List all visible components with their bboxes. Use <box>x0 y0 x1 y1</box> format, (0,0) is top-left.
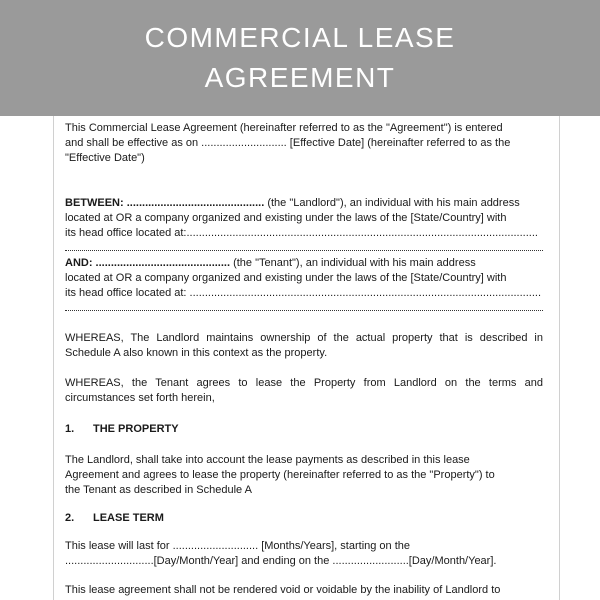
between-line-3: its head office located at:................................................................................................................... <box>65 227 538 239</box>
section-1-line-3: the Tenant as described in Schedule A <box>65 484 252 496</box>
and-dotted-line <box>65 310 543 311</box>
whereas-1-line-2: Schedule A also known in this context as the property. <box>65 347 328 359</box>
section-2-line-1: This lease will last for ............................ [Months/Years], starting on the <box>65 540 411 552</box>
whereas-2-line-1: WHEREAS, the Tenant agrees to lease the Property from Landlord on the terms and <box>65 377 543 389</box>
banner-title-line-1: COMMERCIAL LEASE <box>144 22 456 53</box>
and-label: AND: <box>65 257 93 269</box>
whereas-1-line-1: WHEREAS, The Landlord maintains ownership of the actual property that is described in <box>65 332 543 344</box>
section-2-title: LEASE TERM <box>93 512 164 524</box>
section-1-title: THE PROPERTY <box>93 423 179 435</box>
between-dots: ............................................. <box>123 197 265 209</box>
title-banner <box>0 0 600 116</box>
and-line-2: located at OR a company organized and existing under the laws of the [State/Country] with <box>65 272 507 284</box>
document-page <box>53 116 560 600</box>
section-1-line-1: The Landlord, shall take into account the lease payments as described in this lease <box>65 454 470 466</box>
intro-line-2: and shall be effective as on ............................ [Effective Date] (hereinafter referred to as the <box>65 137 511 149</box>
banner-title-line-2: AGREEMENT <box>204 62 396 93</box>
lease-void-clause-line: This lease agreement shall not be rendered void or voidable by the inability of Landlord to <box>65 584 501 596</box>
and-line-3: its head office located at: ................................................................................................................... <box>65 287 542 299</box>
section-2-line-2: .............................[Day/Month/Year] and ending on the .........................[Day/Month/Year]. <box>65 555 497 567</box>
intro-line-3: "Effective Date") <box>65 152 145 164</box>
between-line-2: located at OR a company organized and existing under the laws of the [State/Country] with <box>65 212 507 224</box>
between-line-1 <box>65 196 543 211</box>
between-label: BETWEEN: <box>65 197 124 209</box>
section-1-line-2: Agreement and agrees to lease the property (hereinafter referred to as the "Property") to <box>65 469 495 481</box>
between-landlord-text: (the "Landlord"), an individual with his main address <box>264 197 520 209</box>
intro-line-1: This Commercial Lease Agreement (hereinafter referred to as the "Agreement") is entered <box>65 122 503 134</box>
and-tenant-text: (the "Tenant"), an individual with his main address <box>230 257 476 269</box>
and-dots: ............................................ <box>92 257 231 269</box>
and-line-1 <box>65 256 543 271</box>
section-1-number: 1. <box>65 423 75 435</box>
between-dotted-line <box>65 250 543 251</box>
whereas-2-line-2: circumstances set forth herein, <box>65 392 215 404</box>
section-2-number: 2. <box>65 512 75 524</box>
